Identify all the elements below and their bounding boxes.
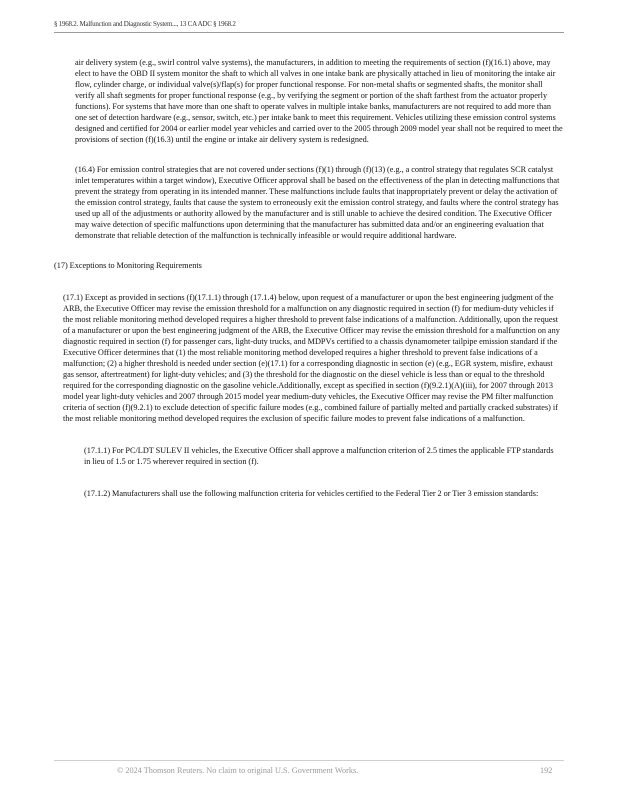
document-body [0,57,618,499]
paragraph-16-4: (16.4) For emission control strategies that are not covered under sections (f)(1) through (f)(13) (e.g., a control strategy that regulates SCR catalyst inlet temperatures within a target window), Executive Officer approval shall be based on the effectiveness of the plan in detecting malfunctions that prevent the strategy from operating in its intended manner. These malfunctions include faults that inappropriately prevent or delay the activation of the emission control strategy, faults that cause the system to erroneously exit the emission control strategy, and faults where the control strategy has used up all of the adjustments or authority allowed by the manufacturer and is still unable to achieve the desired condition. The Executive Officer may waive detection of specific malfunctions upon determining that the manufacturer has submitted data and/or an engineering evaluation that demonstrate that reliable detection of the malfunction is technically infeasible or would require additional hardware. [75,165,560,240]
section-heading-17: (17) Exceptions to Monitoring Requirements [54,261,202,270]
running-header: § 1968.2. Malfunction and Diagnostic System..., 13 CA ADC § 1968.2 [54,20,236,28]
page-number: 192 [540,766,553,775]
paragraph-17-1: (17.1) Except as provided in sections (f)(17.1.1) through (17.1.4) below, upon request of a manufacturer or upon the best engineering judgment of the ARB, the Executive Officer may revise the emission threshold for a malfunction on any diagnostic required in section (f) for medium-duty vehicles if the most reliable monitoring method developed requires a higher threshold to prevent false indications of a malfunction. Additionally, upon the request of a manufacturer or upon the best engineering judgment of the ARB, the Executive Officer may revise the emission threshold for a malfunction on any diagnostic required in section (f) for passenger cars, light-duty trucks, and MDPVs certified to a chassis dynamometer tailpipe emission standard if the Executive Officer determines that (1) the most reliable monitoring method developed requires a higher threshold to prevent false indications of a malfunction; (2) a higher threshold is needed under section (e)(17.1) for a corresponding diagnostic in section (e) (e.g., EGR system, misfire, exhaust gas sensor, aftertreatment) for light-duty vehicles; and (3) the threshold for the diagnostic on the diesel vehicle is less than or equal to the threshold required for the corresponding diagnostic on the gasoline vehicle.Additionally, except as specified in section (f)(9.2.1)(A)(iii), for 2007 through 2013 model year light-duty vehicles and 2007 through 2015 model year medium-duty vehicles, the Executive Officer may revise the PM filter malfunction criteria of section (f)(9.2.1) to exclude detection of specific failure modes (e.g., combined failure of partially melted and partially cracked substrates) if the most reliable monitoring method developed requires the exclusion of specific failure modes to prevent false indications of a malfunction. [63,293,560,423]
copyright-notice: © 2024 Thomson Reuters. No claim to original U.S. Government Works. [117,766,359,775]
paragraph-17-1-2: (17.1.2) Manufacturers shall use the following malfunction criteria for vehicles certified to the Federal Tier 2 or Tier 3 emission standards: [84,489,539,498]
paragraph-17-1-1: (17.1.1) For PC/LDT SULEV II vehicles, the Executive Officer shall approve a malfunction criterion of 2.5 times the applicable FTP standards in lieu of 1.5 or 1.75 wherever required in section (f). [84,446,554,466]
paragraph-16-3-continuation: air delivery system (e.g., swirl control valve systems), the manufacturers, in addition to meeting the requirements of section (f)(16.1) above, may elect to have the OBD II system monitor the shaft to which all valves in one intake bank are physically attached in lieu of monitoring the intake air flow, cylinder charge, or individual valve(s)/flap(s) for proper functional response. For non-metal shafts or segmented shafts, the monitor shall verify all shaft segments for proper functional response (e.g., by verifying the segment or portion of the shaft farthest from the actuator properly functions). For systems that have more than one shaft to operate valves in multiple intake banks, manufacturers are not required to add more than one set of detection hardware (e.g., sensor, switch, etc.) per intake bank to meet this requirement. Vehicles utilizing these emission control systems designed and certified for 2004 or earlier model year vehicles and carried over to the 2005 through 2009 model year shall not be required to meet the provisions of section (f)(16.3) until the engine or intake air delivery system is redesigned. [75,58,563,144]
footer-divider [54,760,564,761]
header-divider [54,32,564,33]
